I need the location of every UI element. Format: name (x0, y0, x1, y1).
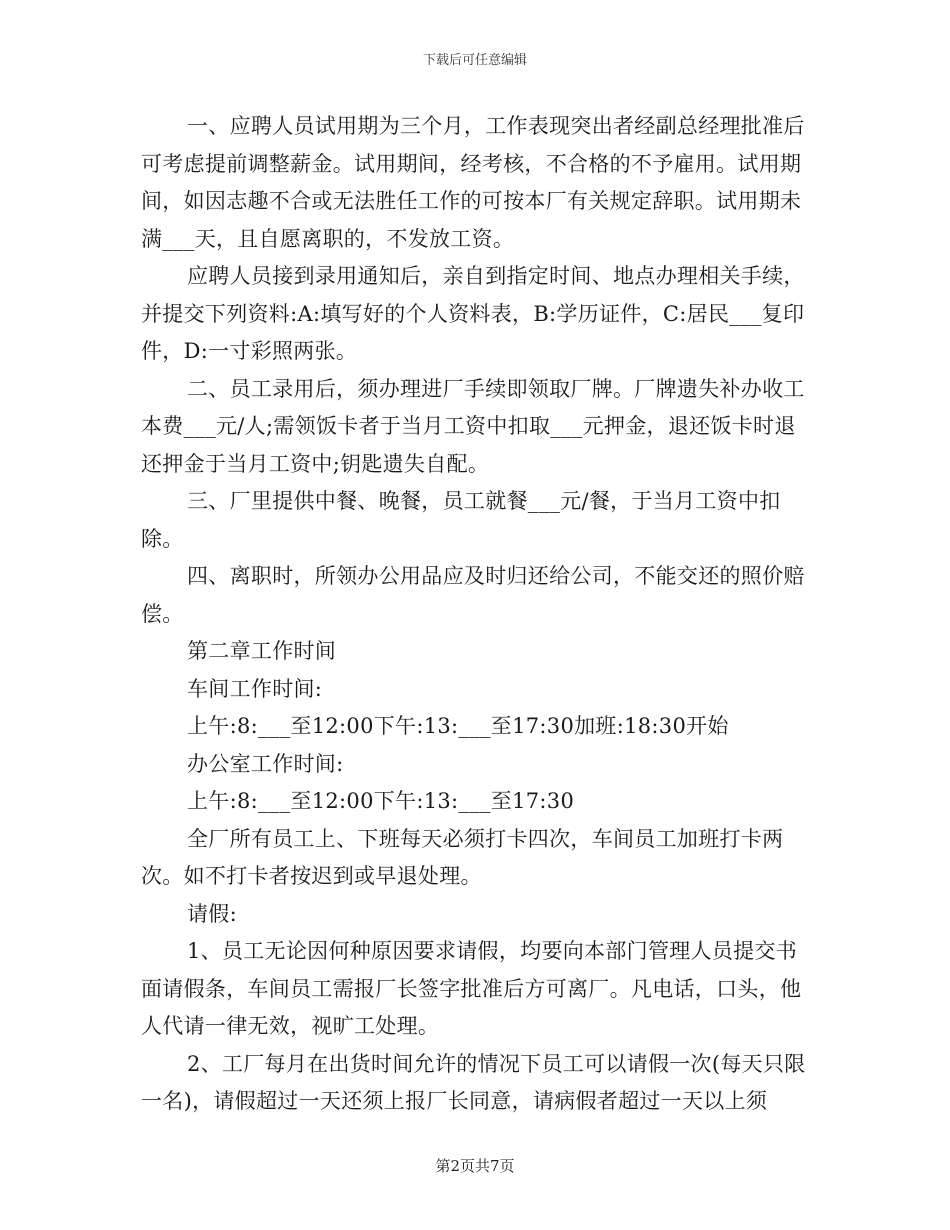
workshop-hours-schedule: 上午:8:___至12:00下午:13:___至17:30加班:18:30开始 (187, 714, 729, 738)
leave-heading: 请假: (187, 901, 237, 926)
office-hours-schedule: 上午:8:___至12:00下午:13:___至17:30 (187, 789, 575, 813)
paragraph-factory-badge: 二、员工录用后，须办理进厂手续即领取厂牌。厂牌遗失补办收工本费___元/人;需领饭卡者于当月工资中扣取___元押金，退还饭卡时退还押金于当月工资中;钥匙遗失自配。 (141, 376, 805, 476)
paragraph-meals: 三、厂里提供中餐、晚餐，员工就餐___元/餐，于当月工资中扣除。 (141, 489, 781, 551)
page-header: 下载后可任意编辑 (422, 53, 527, 68)
paragraph-leave-rule-2: 2、工厂每月在出货时间允许的情况下员工可以请假一次(每天只限一名)，请假超过一天还须上报厂长同意，请病假者超过一天以上须 (141, 1051, 806, 1113)
paragraph-leave-rule-1: 1、员工无论因何种原因要求请假，均要向本部门管理人员提交书面请假条，车间员工需报厂长签字批准后方可离厂。凡电话，口头，他人代请一律无效，视旷工处理。 (141, 939, 802, 1038)
page-footer: 第2页共7页 (435, 1157, 515, 1175)
paragraph-onboarding-documents: 应聘人员接到录用通知后，亲自到指定时间、地点办理相关手续，并提交下列资料:A:填写好的个人资料表，B:学历证件，C:居民___复印件，D:一寸彩照两张。 (141, 264, 805, 363)
paragraph-resignation: 四、离职时，所领办公用品应及时归还给公司，不能交还的照价赔偿。 (141, 564, 805, 626)
document-body (141, 108, 813, 1121)
paragraph-probation: 一、应聘人员试用期为三个月，工作表现突出者经副总经理批准后可考虑提前调整薪金。试用期间，经考核，不合格的不予雇用。试用期间，如因志趣不合或无法胜任工作的可按本厂有关规定辞职。试用期未满___天，且自愿离职的，不发放工资。 (141, 114, 805, 251)
paragraph-clock-in: 全厂所有员工上、下班每天必须打卡四次，车间员工加班打卡两次。如不打卡者按迟到或早退处理。 (141, 826, 784, 888)
chapter-heading-working-hours: 第二章工作时间 (187, 639, 337, 663)
workshop-hours-label: 车间工作时间: (187, 676, 323, 701)
office-hours-label: 办公室工作时间: (187, 751, 344, 776)
